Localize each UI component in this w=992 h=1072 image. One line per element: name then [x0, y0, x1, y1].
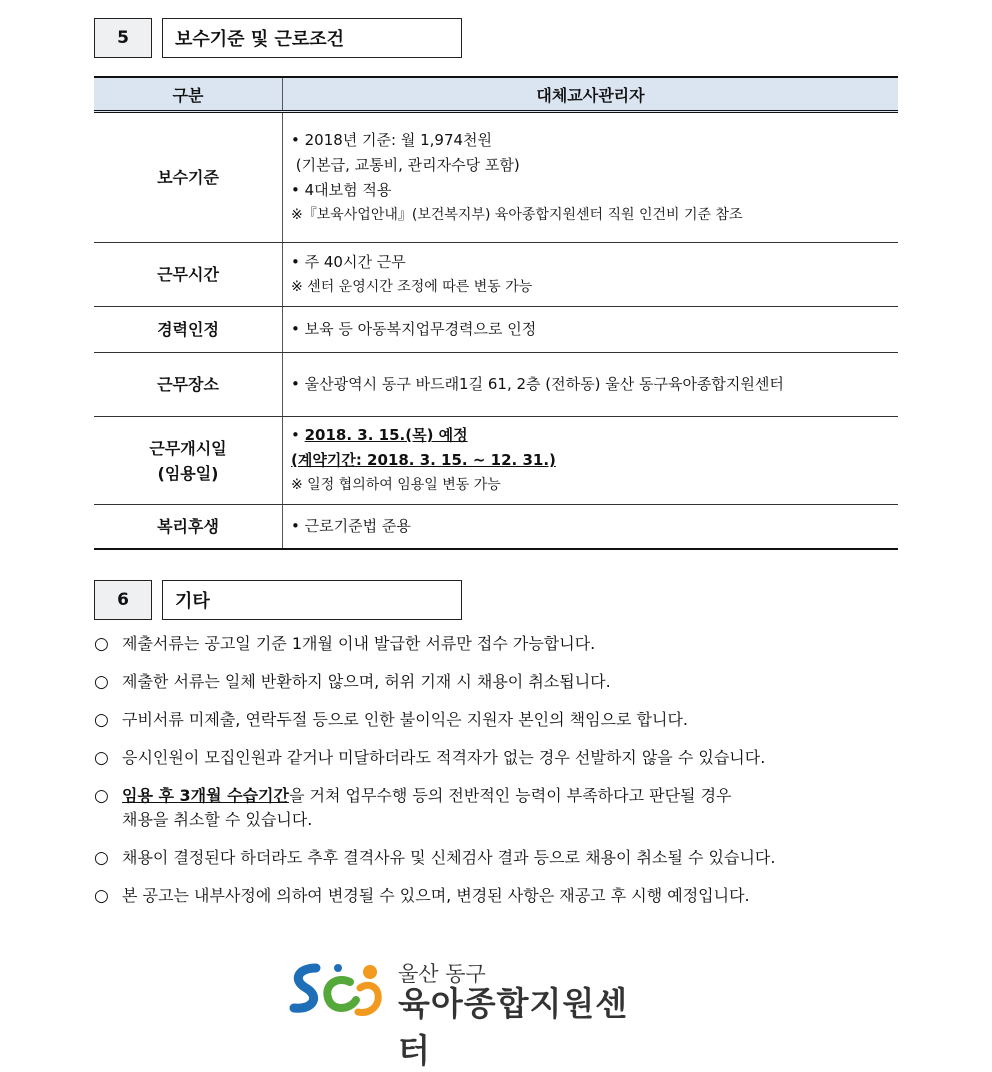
- row-label: 근무시간: [94, 243, 283, 307]
- table-row: [94, 505, 898, 549]
- table-row: [94, 243, 898, 307]
- notice-text: 응시인원이 모집인원과 같거나 미달하더라도 적격자가 없는 경우 선발하지 않을 수 있습니다.: [122, 748, 766, 767]
- notice-text: 제출서류는 공고일 기준 1개월 이내 발급한 서류만 접수 가능합니다.: [122, 634, 596, 653]
- notice-text: 본 공고는 내부사정에 의하여 변경될 수 있으며, 변경된 사항은 재공고 후 시행 예정입니다.: [122, 886, 750, 905]
- section-title: 보수기준 및 근로조건: [162, 18, 462, 58]
- row-value: [283, 243, 899, 307]
- circle-bullet-icon: ○: [94, 634, 109, 654]
- row-value: [283, 417, 899, 505]
- row-label: 복리후생: [94, 505, 283, 549]
- table-header-row: [94, 77, 898, 112]
- list-item: [94, 846, 900, 870]
- list-item: [94, 632, 900, 656]
- row-value: • 보육 등 아동복지업무경력으로 인정: [283, 307, 899, 353]
- logo-subtitle: 울산 동구: [398, 962, 486, 986]
- section-6-heading: [94, 580, 462, 620]
- value-note: ※ 일정 협의하여 임용일 변동 가능: [291, 477, 501, 493]
- circle-bullet-icon: ○: [94, 710, 109, 730]
- table-row: [94, 353, 898, 417]
- center-logo: [288, 958, 648, 1070]
- bullet: •: [291, 426, 305, 444]
- value-line: • 주 40시간 근무: [291, 252, 406, 271]
- header-category: 구분: [94, 77, 283, 112]
- notice-text-rest: 을 거쳐 업무수행 등의 전반적인 능력이 부족하다고 판단될 경우: [288, 786, 732, 805]
- list-item: [94, 746, 900, 770]
- circle-bullet-icon: ○: [94, 786, 109, 806]
- list-item: [94, 884, 900, 908]
- conditions-table: [94, 76, 898, 550]
- row-label: [94, 417, 283, 505]
- value-line: (기본급, 교통비, 관리자수당 포함): [291, 155, 520, 174]
- value-line: [291, 423, 897, 448]
- contract-period: (계약기간: 2018. 3. 15. ~ 12. 31.): [291, 451, 556, 469]
- circle-bullet-icon: ○: [94, 672, 109, 692]
- table-row: [94, 417, 898, 505]
- row-value: [283, 112, 899, 243]
- notice-list: [94, 632, 900, 922]
- section-title: 기타: [162, 580, 462, 620]
- row-value: • 근로기준법 준용: [283, 505, 899, 549]
- row-label: 보수기준: [94, 112, 283, 243]
- section-number: 5: [94, 18, 152, 58]
- header-position: 대체교사관리자: [283, 77, 899, 112]
- row-label-line: (임용일): [157, 463, 219, 483]
- row-value: • 울산광역시 동구 바드래1길 61, 2층 (전하동) 울산 동구육아종합지원센터: [283, 353, 899, 417]
- table-row: [94, 112, 898, 243]
- circle-bullet-icon: ○: [94, 848, 109, 868]
- start-date: 2018. 3. 15.(목) 예정: [304, 426, 468, 444]
- section-number: 6: [94, 580, 152, 620]
- notice-text: 채용이 결정된다 하더라도 추후 결격사유 및 신체검사 결과 등으로 채용이 취소될 수 있습니다.: [122, 848, 776, 867]
- notice-text-cont: 채용을 취소할 수 있습니다.: [122, 810, 313, 829]
- list-item: [94, 708, 900, 732]
- probation-emphasis: 임용 후 3개월 수습기간: [122, 786, 289, 805]
- list-item: [94, 670, 900, 694]
- notice-text: 구비서류 미제출, 연락두절 등으로 인한 불이익은 지원자 본인의 책임으로 합니다.: [122, 710, 688, 729]
- value-note: ※ 센터 운영시간 조정에 따른 변동 가능: [291, 278, 533, 295]
- table-row: [94, 307, 898, 353]
- circle-bullet-icon: ○: [94, 886, 109, 906]
- value-line: • 4대보험 적용: [291, 180, 392, 199]
- notice-text: [122, 784, 900, 832]
- value-line: • 2018년 기준: 월 1,974천원: [291, 130, 493, 149]
- list-item: [94, 784, 900, 832]
- value-note: ※『보육사업안내』(보건복지부) 육아종합지원센터 직원 인건비 기준 참조: [291, 206, 743, 223]
- row-label: 근무장소: [94, 353, 283, 417]
- row-label-line: 근무개시일: [149, 438, 227, 458]
- circle-bullet-icon: ○: [94, 748, 109, 768]
- section-5-heading: [94, 18, 462, 58]
- row-label: 경력인정: [94, 307, 283, 353]
- notice-text: 제출한 서류는 일체 반환하지 않으며, 허위 기재 시 채용이 취소됩니다.: [122, 672, 611, 691]
- logo-title: 육아종합지원센터: [398, 984, 629, 1070]
- logo-mark-icon: [288, 958, 392, 1020]
